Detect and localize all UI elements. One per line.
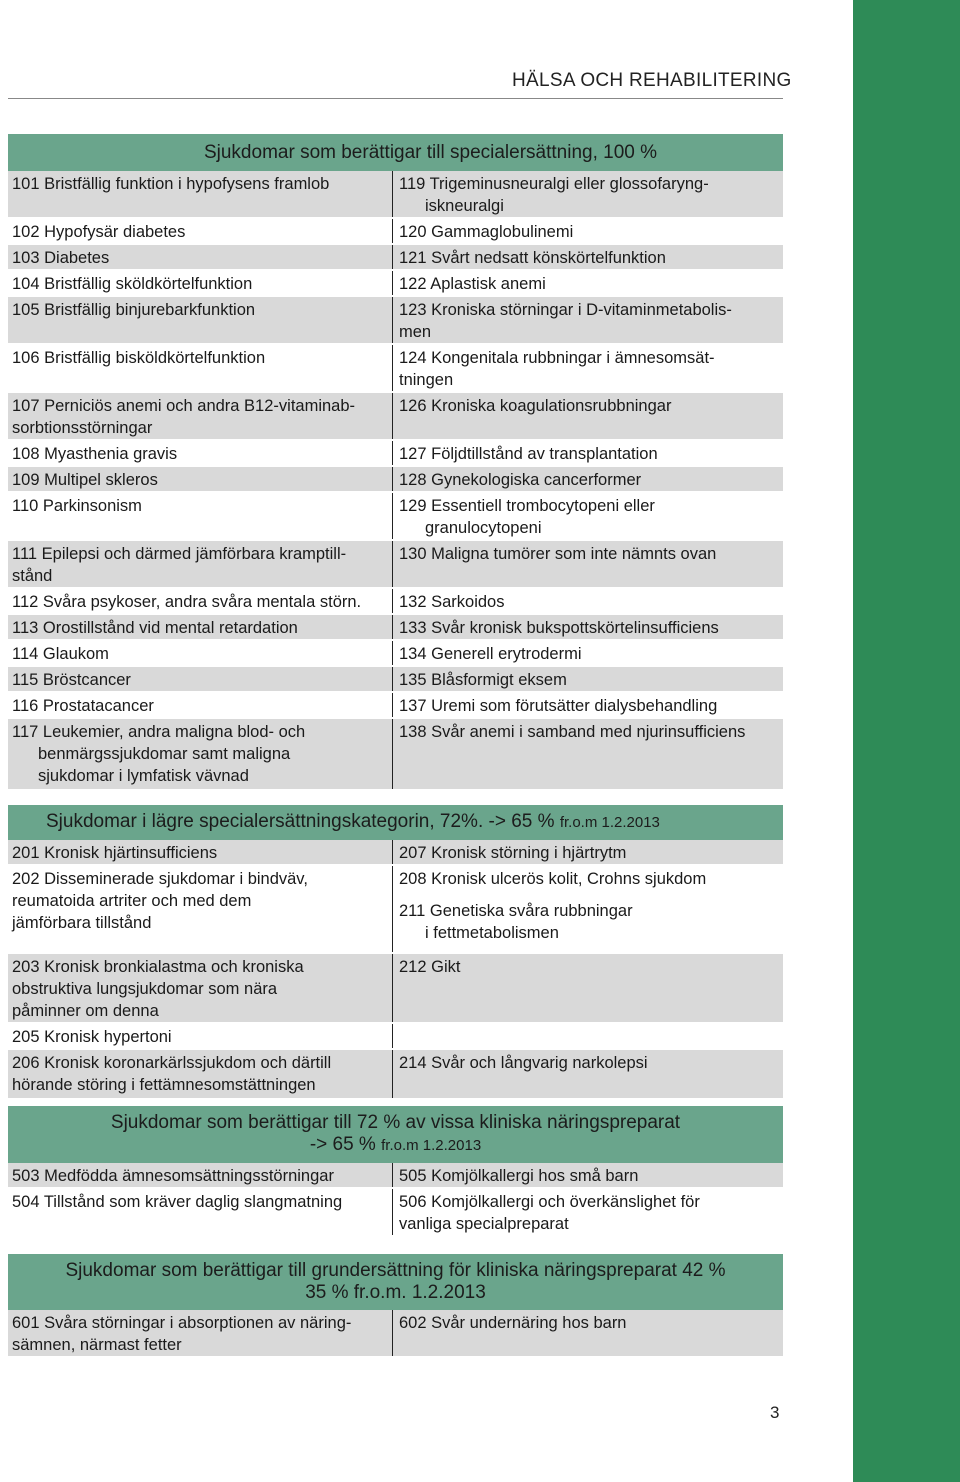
diagnosis-left: 114 Glaukom [8,641,393,665]
diagnosis-left: 105 Bristfällig binjurebarkfunktion [8,297,393,343]
diagnosis-right: 121 Svårt nedsatt könskörtelfunktion [393,245,783,269]
table-row [8,1310,783,1356]
table-row [8,1163,783,1187]
table-row [8,491,783,539]
diagnosis-left: 503 Medfödda ämnesomsättningsstörningar [8,1163,393,1187]
diagnosis-right: 133 Svår kronisk bukspottskörtelinsufficiens [393,615,783,639]
diagnosis-left: 115 Bröstcancer [8,667,393,691]
diagnosis-left: 113 Orostillstånd vid mental retardation [8,615,393,639]
table-row [8,1022,783,1048]
table-row [8,665,783,691]
table-row [8,717,783,789]
section-title: Sjukdomar i lägre specialersättningskategorin, 72%. -> 65 % fr.o.m 1.2.2013 [8,805,783,840]
diagnosis-right: 128 Gynekologiska cancerformer [393,467,783,491]
table-row [8,613,783,639]
diagnosis-right: 138 Svår anemi i samband med njurinsufficiens [393,719,783,789]
diagnosis-right: 132 Sarkoidos [393,589,783,613]
diagnosis-right: 207 Kronisk störning i hjärtrytm [393,840,783,864]
diagnosis-right: 119 Trigeminusneuralgi eller glossofaryng- iskneuralgi [393,171,783,217]
diagnosis-right: 506 Komjölkallergi och överkänslighet för vanliga specialpreparat [393,1189,783,1235]
table-row [8,217,783,243]
page-number: 3 [770,1403,780,1422]
diagnosis-left: 601 Svåra störningar i absorptionen av näring- sämnen, närmast fetter [8,1310,393,1356]
diagnosis-left: 110 Parkinsonism [8,493,393,539]
diagnosis-left: 111 Epilepsi och därmed jämförbara kramptill- stånd [8,541,393,587]
table-row [8,295,783,343]
diagnosis-left: 106 Bristfällig bisköldkörtelfunktion [8,345,393,391]
diagnosis-right: 123 Kroniska störningar i D-vitaminmetabolis- men [393,297,783,343]
diagnosis-left: 203 Kronisk bronkialastma och kroniska obstruktiva lungsjukdomar som nära påminner om denna [8,954,393,1022]
diagnosis-left: 112 Svåra psykoser, andra svåra mentala störn. [8,589,393,613]
table-row [8,539,783,587]
side-color-bar [853,0,960,1482]
table-row [8,391,783,439]
table-row [8,465,783,491]
table-row [8,269,783,295]
table-row [8,587,783,613]
diagnosis-right: 212 Gikt [393,954,783,1022]
section-title: Sjukdomar som berättigar till grundersättning för kliniska näringspreparat 42 % 35 % fr.o.m. 1.2.2013 [8,1254,783,1310]
diagnosis-right: 130 Maligna tumörer som inte nämnts ovan [393,541,783,587]
diagnosis-left: 103 Diabetes [8,245,393,269]
diagnosis-left: 108 Myasthenia gravis [8,441,393,465]
diagnosis-right: 122 Aplastisk anemi [393,271,783,295]
table-row [8,439,783,465]
table-row [8,343,783,391]
table-row [8,952,783,1022]
diagnosis-right: 137 Uremi som förutsätter dialysbehandling [393,693,783,717]
diagnosis-right: 602 Svår undernäring hos barn [393,1310,783,1356]
section-nutrition-42 [8,1254,783,1356]
section-nutrition-72 [8,1106,783,1235]
diagnosis-left: 504 Tillstånd som kräver daglig slangmatning [8,1189,393,1235]
section-special-100 [8,134,783,789]
page-header: HÄLSA OCH REHABILITERING [512,70,792,91]
header-rule [8,98,783,99]
diagnosis-right: 124 Kongenitala rubbningar i ämnesomsät- tningen [393,345,783,391]
diagnosis-left: 202 Disseminerade sjukdomar i bindväv, reumatoida artriter och med dem jämförbara tillstånd [8,866,393,952]
diagnosis-right: 120 Gammaglobulinemi [393,219,783,243]
diagnosis-right: 127 Följdtillstånd av transplantation [393,441,783,465]
table-row [8,864,783,952]
diagnosis-right: 126 Kroniska koagulationsrubbningar [393,393,783,439]
diagnosis-left: 205 Kronisk hypertoni [8,1024,393,1048]
diagnosis-left: 104 Bristfällig sköldkörtelfunktion [8,271,393,295]
table-row [8,243,783,269]
table-row [8,691,783,717]
diagnosis-right: 134 Generell erytrodermi [393,641,783,665]
table-row [8,639,783,665]
diagnosis-right [393,1024,783,1048]
section-title: Sjukdomar som berättigar till specialersättning, 100 % [8,134,783,171]
table-row [8,1048,783,1098]
diagnosis-left: 116 Prostatacancer [8,693,393,717]
table-row [8,171,783,217]
section-special-72 [8,805,783,1098]
diagnosis-right: 129 Essentiell trombocytopeni eller granulocytopeni [393,493,783,539]
diagnosis-left: 107 Perniciös anemi och andra B12-vitaminab- sorbtionsstörningar [8,393,393,439]
diagnosis-left: 109 Multipel skleros [8,467,393,491]
diagnosis-left: 117 Leukemier, andra maligna blod- och benmärgssjukdomar samt maligna sjukdomar i lymfatisk vävnad [8,719,393,789]
diagnosis-right: 208 Kronisk ulcerös kolit, Crohns sjukdom 211 Genetiska svåra rubbningar i fettmetabolismen [393,866,783,952]
section-title: Sjukdomar som berättigar till 72 % av vissa kliniska näringspreparat -> 65 % fr.o.m 1.2.2013 [8,1106,783,1163]
diagnosis-left: 101 Bristfällig funktion i hypofysens framlob [8,171,393,217]
table-row [8,840,783,864]
diagnosis-right-extra: 211 Genetiska svåra rubbningar i fettmetabolismen [399,902,633,942]
diagnosis-right: 214 Svår och långvarig narkolepsi [393,1050,783,1098]
table-row [8,1187,783,1235]
diagnosis-right: 505 Komjölkallergi hos små barn [393,1163,783,1187]
diagnosis-right: 135 Blåsformigt eksem [393,667,783,691]
diagnosis-left: 102 Hypofysär diabetes [8,219,393,243]
diagnosis-left: 206 Kronisk koronarkärlssjukdom och därtill hörande störing i fettämnesomstättningen [8,1050,393,1098]
diagnosis-left: 201 Kronisk hjärtinsufficiens [8,840,393,864]
